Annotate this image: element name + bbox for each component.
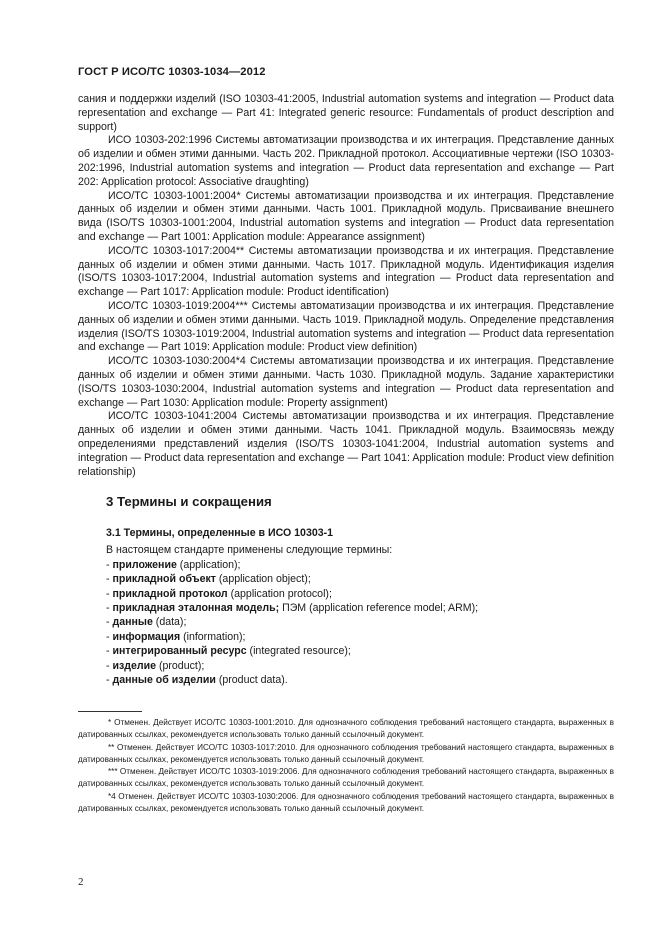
term-item: - данные (data); bbox=[106, 616, 187, 629]
section-title: 3 Термины и сокращения bbox=[106, 494, 272, 509]
term-item: - информация (information); bbox=[106, 630, 246, 643]
footnote: ** Отменен. Действует ИСО/ТС 10303-1017:2010. Для однозначного соблюдения требований настоящего стандарта, выраженных в датированных ссылках, рекомендуется использовать только данный ссылочный документ. bbox=[78, 742, 614, 764]
footnotes bbox=[78, 717, 614, 815]
reference-paragraph: ИСО/ТС 10303-1019:2004*** Системы автоматизации производства и их интеграция. Представление данных об изделии и обмен этими данными. Часть 1019. Прикладной модуль. Определение представления изделия (ISO/TS 10303-1019:2004, Industrial automation systems and integration — Product data representation and exchange — Part 1019: Application module: Product view definition) bbox=[78, 299, 614, 354]
subsection-title: 3.1 Термины, определенные в ИСО 10303-1 bbox=[106, 527, 334, 539]
terms-block bbox=[106, 526, 614, 687]
reference-paragraph: сания и поддержки изделий (ISO 10303-41:2005, Industrial automation systems and integration — Product data representation and exchange — Part 41: Integrated generic resource: Fundamentals of product description and support) bbox=[78, 93, 614, 133]
term-item: - интегрированный ресурс (integrated resource); bbox=[106, 645, 351, 658]
footnote: *4 Отменен. Действует ИСО/ТС 10303-1030:2006. Для однозначного соблюдения требований настоящего стандарта, выраженных в датированных ссылках, рекомендуется использовать только данный ссылочный документ. bbox=[78, 791, 614, 814]
footnote-divider bbox=[78, 711, 142, 712]
term-item: - прикладной протокол (application protocol); bbox=[106, 587, 332, 600]
term-name: изделие bbox=[112, 659, 157, 672]
page-number: 2 bbox=[78, 876, 84, 888]
reference-paragraph: ИСО/ТС 10303-1001:2004* Системы автоматизации производства и их интеграция. Представление данных об изделии и обмен этими данными. Часть 1001. Прикладной модуль. Присваивание внешнего вида (ISO/TS 10303-1001:2004, Industrial automation systems and integration — Product data representation and exchange — Part 1001: Application module: Appearance assignment) bbox=[78, 189, 614, 243]
term-item: - данные об изделии (product data). bbox=[106, 674, 288, 687]
normative-references-text bbox=[78, 93, 614, 479]
footnote: * Отменен. Действует ИСО/ТС 10303-1001:2010. Для однозначного соблюдения требований настоящего стандарта, выраженных в датированных ссылках, рекомендуется использовать только данный ссылочный документ. bbox=[78, 718, 614, 740]
term-name: данные об изделии bbox=[112, 674, 216, 687]
document-header: ГОСТ Р ИСО/ТС 10303-1034—2012 bbox=[78, 66, 266, 78]
term-item: - прикладная эталонная модель; ПЭМ (application reference model; ARM); bbox=[106, 602, 479, 615]
reference-paragraph: ИСО/ТС 10303-1041:2004 Системы автоматизации производства и их интеграция. Представление данных об изделии и обмен этими данными. Часть 1041. Прикладной модуль. Взаимосвязь между определениями представлений изделия (ISO/TS 10303-1041:2004, Industrial automation systems and integration — Product data representation and exchange — Part 1041: Application module: Product view definition relationship) bbox=[78, 410, 614, 478]
term-name: данные bbox=[112, 616, 153, 629]
term-name: прикладной объект bbox=[112, 573, 216, 586]
term-name: информация bbox=[112, 630, 181, 643]
term-name: интегрированный ресурс bbox=[112, 645, 247, 658]
reference-paragraph: ИСО 10303-202:1996 Системы автоматизации производства и их интеграция. Представление данных об изделии и обмен этими данными. Часть 202. Прикладной протокол. Ассоциативные чертежи (ISO 10303-202:1996, Industrial automation systems and integration — Product data representation and exchange — Part 202: Application protocol: Associative draughting) bbox=[78, 134, 614, 188]
term-item: - прикладной объект (application object); bbox=[106, 573, 311, 586]
term-item: - изделие (product); bbox=[106, 659, 205, 672]
term-name: прикладная эталонная модель; bbox=[112, 602, 280, 615]
reference-paragraph: ИСО/ТС 10303-1030:2004*4 Системы автоматизации производства и их интеграция. Представление данных об изделии и обмен этими данными. Часть 1030. Прикладной модуль. Задание характеристики (ISO/TS 10303-1030:2004, Industrial automation systems and integration — Product data representation and exchange — Part 1030: Application module: Property assignment) bbox=[78, 355, 614, 409]
terms-intro: В настоящем стандарте применены следующие термины: bbox=[106, 544, 393, 557]
term-name: приложение bbox=[112, 558, 177, 571]
term-name: прикладной протокол bbox=[112, 587, 228, 600]
term-item: - приложение (application); bbox=[106, 558, 241, 571]
footnote: *** Отменен. Действует ИСО/ТС 10303-1019:2006. Для однозначного соблюдения требований настоящего стандарта, выраженных в датированных ссылках, рекомендуется использовать только данный ссылочный документ. bbox=[78, 767, 614, 789]
reference-paragraph: ИСО/ТС 10303-1017:2004** Системы автоматизации производства и их интеграция. Представление данных об изделии и обмен этими данными. Часть 1017. Прикладной модуль. Идентификация изделия (ISO/TS 10303-1017:2004, Industrial automation systems and integration — Product data representation and exchange — Part 1017: Application module: Product identification) bbox=[78, 244, 614, 299]
